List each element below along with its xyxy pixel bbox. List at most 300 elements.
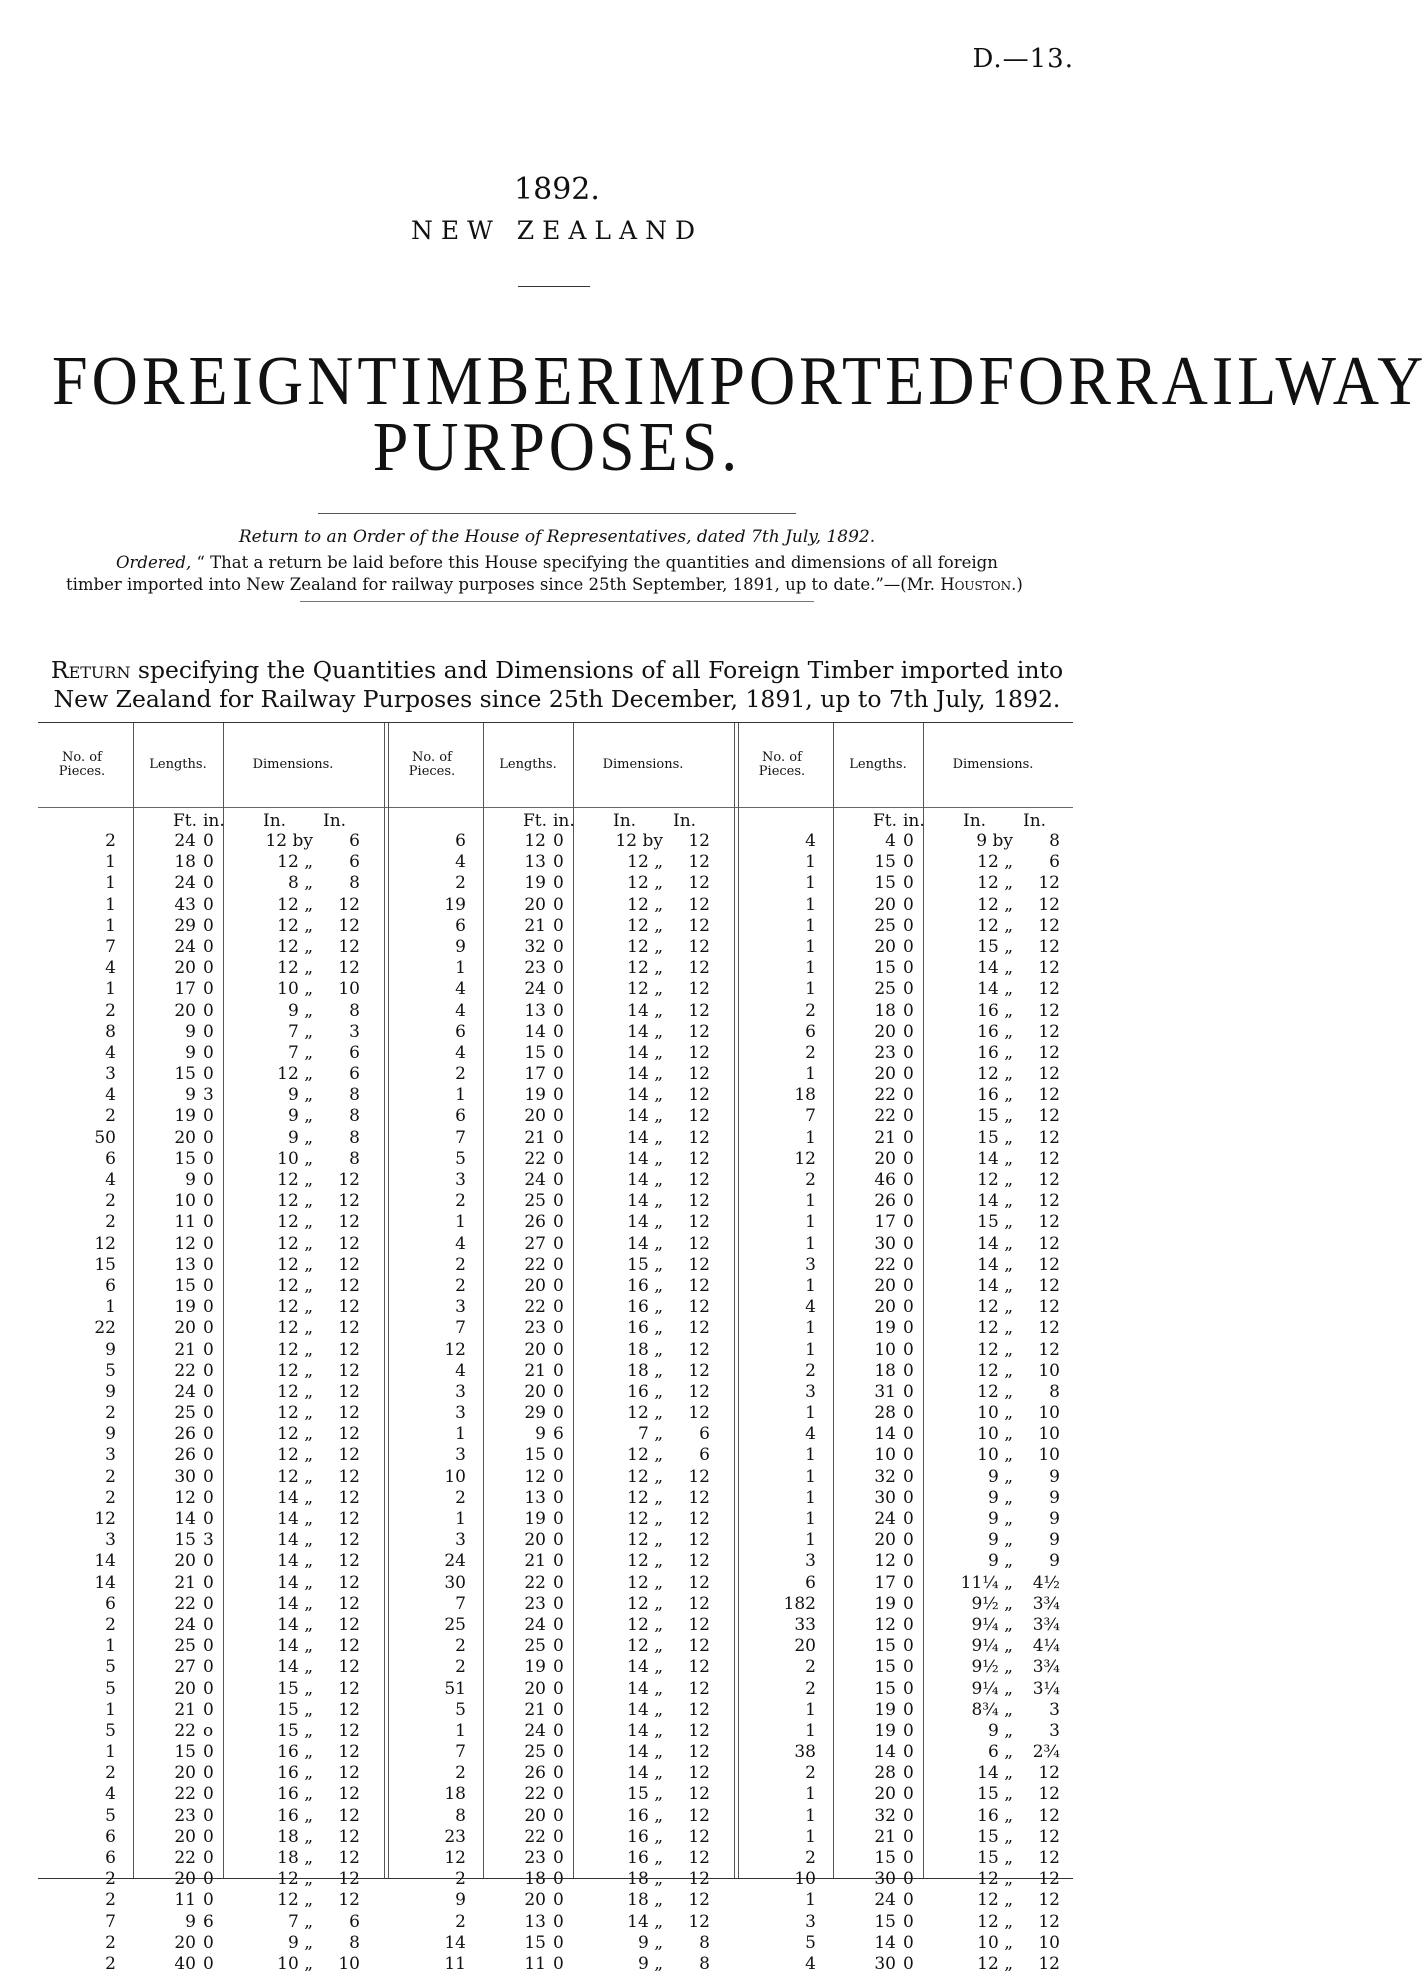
dim-width-cell: 10 „ xyxy=(977,1403,1013,1424)
length-ft-cell: 22 xyxy=(524,1148,546,1169)
dim-depth-cell: 12 xyxy=(338,1509,360,1529)
dim-width-cell: 12 „ xyxy=(277,1890,313,1911)
dim-width-cell: 16 „ xyxy=(277,1805,313,1826)
dim-depth-cell: 12 xyxy=(688,1805,710,1826)
length-in-cell: 0 xyxy=(203,1127,214,1148)
dim-width-cell: 12 by xyxy=(615,831,663,851)
dim-depth-cell: 12 xyxy=(338,1657,360,1678)
dim-depth-cell: 8 xyxy=(349,1932,360,1953)
pieces-cell: 1 xyxy=(105,1742,116,1763)
dim-depth-cell: 12 xyxy=(688,1148,710,1169)
pieces-cell: 1 xyxy=(805,873,816,894)
dim-depth-cell: 12 xyxy=(688,1212,710,1233)
dim-width-cell: 16 „ xyxy=(277,1784,313,1805)
length-in-cell: 0 xyxy=(203,1572,214,1593)
pieces-cell: 6 xyxy=(105,1848,116,1868)
dim-width-cell: 12 „ xyxy=(627,1466,663,1487)
length-in-cell: 0 xyxy=(203,1339,214,1360)
pieces-cell: 50 xyxy=(94,1127,116,1148)
pieces-cell: 1 xyxy=(455,1212,466,1233)
unit-dim-in: In. xyxy=(263,811,287,831)
pieces-cell: 2 xyxy=(105,1869,116,1890)
length-ft-cell: 21 xyxy=(524,915,546,936)
length-ft-cell: 20 xyxy=(174,1127,196,1148)
header-lengths: Lengths. xyxy=(149,757,207,772)
dim-width-cell: 12 „ xyxy=(977,1339,1013,1360)
dim-depth-cell: 10 xyxy=(1038,1445,1060,1466)
pieces-cell: 2 xyxy=(455,1254,466,1275)
length-ft-cell: 19 xyxy=(874,1593,896,1614)
column-rule xyxy=(133,723,134,1878)
dim-width-cell: 6 „ xyxy=(987,1742,1013,1763)
length-ft-cell: 11 xyxy=(174,1890,196,1911)
length-in-cell: 0 xyxy=(553,936,564,957)
dim-depth-cell: 10 xyxy=(1038,1932,1060,1953)
dim-depth-cell: 12 xyxy=(688,1487,710,1508)
length-ft-cell: 20 xyxy=(874,1784,896,1805)
length-ft-cell: 15 xyxy=(174,1742,196,1763)
dim-width-cell: 14 „ xyxy=(627,1699,663,1720)
length-ft-cell: 15 xyxy=(874,1911,896,1932)
dim-width-cell: 16 „ xyxy=(977,1805,1013,1826)
dim-width-cell: 12 „ xyxy=(627,894,663,915)
table-column xyxy=(243,831,313,1975)
dim-depth-cell: 12 xyxy=(1038,1826,1060,1847)
dim-depth-cell: 12 xyxy=(688,1170,710,1190)
dim-width-cell: 15 „ xyxy=(977,1106,1013,1127)
dim-depth-cell: 12 xyxy=(688,1869,710,1890)
length-in-cell: 0 xyxy=(903,1275,914,1296)
length-ft-cell: 24 xyxy=(174,873,196,894)
pieces-cell: 14 xyxy=(94,1551,116,1572)
length-in-cell: 0 xyxy=(203,1170,214,1190)
length-in-cell: 0 xyxy=(553,1254,564,1275)
length-in-cell: 0 xyxy=(203,1254,214,1275)
dim-depth-cell: 12 xyxy=(1038,979,1060,1000)
dim-width-cell: 11¼ „ xyxy=(960,1572,1013,1593)
length-ft-cell: 15 xyxy=(524,1932,546,1953)
dim-width-cell: 9 „ xyxy=(287,1932,313,1953)
dim-depth-cell: 8 xyxy=(699,1953,710,1974)
pieces-cell: 3 xyxy=(805,1551,816,1572)
length-ft-cell: 22 xyxy=(874,1106,896,1127)
pieces-cell: 1 xyxy=(805,979,816,1000)
dim-depth-cell: 8 xyxy=(349,1127,360,1148)
length-ft-cell: 25 xyxy=(524,1636,546,1657)
length-in-cell: 0 xyxy=(203,1487,214,1508)
length-ft-cell: 20 xyxy=(174,1000,196,1021)
dim-depth-cell: 12 xyxy=(688,1466,710,1487)
length-ft-cell: 22 xyxy=(174,1593,196,1614)
dim-depth-cell: 12 xyxy=(688,1318,710,1339)
dim-width-cell: 14 „ xyxy=(627,1085,663,1106)
length-in-cell: 0 xyxy=(903,1911,914,1932)
dim-depth-cell: 12 xyxy=(1038,1318,1060,1339)
dim-depth-cell: 6 xyxy=(349,1911,360,1932)
length-ft-cell: 25 xyxy=(174,1403,196,1424)
length-in-cell: 0 xyxy=(203,1848,214,1868)
table-column xyxy=(848,831,896,1975)
pieces-cell: 6 xyxy=(105,1148,116,1169)
dim-width-cell: 16 „ xyxy=(977,1085,1013,1106)
dim-depth-cell: 12 xyxy=(688,1085,710,1106)
length-ft-cell: 21 xyxy=(524,1127,546,1148)
length-ft-cell: 10 xyxy=(874,1445,896,1466)
length-in-cell: 0 xyxy=(553,1085,564,1106)
length-ft-cell: 20 xyxy=(874,936,896,957)
length-in-cell: 0 xyxy=(903,894,914,915)
length-ft-cell: 15 xyxy=(524,1042,546,1063)
length-in-cell: o xyxy=(203,1720,214,1741)
pieces-cell: 4 xyxy=(455,1000,466,1021)
pieces-cell: 2 xyxy=(105,1106,116,1127)
pieces-cell: 1 xyxy=(455,1720,466,1741)
dim-depth-cell: 12 xyxy=(1038,958,1060,979)
dim-width-cell: 12 „ xyxy=(277,894,313,915)
title-word: IMPORTED xyxy=(623,341,979,420)
dim-width-cell: 14 „ xyxy=(627,1911,663,1932)
length-ft-cell: 19 xyxy=(524,1509,546,1529)
dim-width-cell: 12 „ xyxy=(627,936,663,957)
pieces-cell: 1 xyxy=(105,1636,116,1657)
dim-width-cell: 12 „ xyxy=(977,1381,1013,1402)
ordered-word: Ordered, xyxy=(116,553,192,572)
pieces-cell: 2 xyxy=(455,1487,466,1508)
dim-depth-cell: 12 xyxy=(688,1064,710,1085)
length-ft-cell: 15 xyxy=(874,1636,896,1657)
length-ft-cell: 14 xyxy=(874,1932,896,1953)
dim-depth-cell: 12 xyxy=(1038,873,1060,894)
year-heading: 1892. xyxy=(514,172,600,207)
length-in-cell: 0 xyxy=(553,1064,564,1085)
length-in-cell: 0 xyxy=(903,1593,914,1614)
dim-depth-cell: 12 xyxy=(338,958,360,979)
header-pieces: No. of Pieces. xyxy=(58,750,106,779)
dim-width-cell: 15 „ xyxy=(977,1784,1013,1805)
dim-depth-cell: 12 xyxy=(338,1890,360,1911)
pieces-cell: 1 xyxy=(805,1212,816,1233)
length-ft-cell: 24 xyxy=(174,1381,196,1402)
pieces-cell: 6 xyxy=(455,915,466,936)
length-ft-cell: 15 xyxy=(874,1848,896,1868)
dim-width-cell: 12 „ xyxy=(977,915,1013,936)
length-in-cell: 0 xyxy=(203,1593,214,1614)
dim-width-cell: 14 „ xyxy=(277,1572,313,1593)
dim-depth-cell: 12 xyxy=(338,1275,360,1296)
dim-depth-cell: 8 xyxy=(349,873,360,894)
length-ft-cell: 22 xyxy=(524,1297,546,1318)
title-word: TIMBER xyxy=(357,341,624,420)
length-in-cell: 0 xyxy=(553,1021,564,1042)
pieces-cell: 2 xyxy=(455,1763,466,1784)
length-ft-cell: 20 xyxy=(874,1297,896,1318)
length-in-cell: 0 xyxy=(903,1191,914,1212)
pieces-cell: 15 xyxy=(94,1254,116,1275)
length-in-cell: 0 xyxy=(553,1487,564,1508)
length-ft-cell: 27 xyxy=(174,1657,196,1678)
document-reference: D.—13. xyxy=(972,44,1074,74)
pieces-cell: 4 xyxy=(455,979,466,1000)
length-ft-cell: 32 xyxy=(874,1466,896,1487)
length-in-cell: 0 xyxy=(553,1614,564,1635)
pieces-cell: 7 xyxy=(455,1742,466,1763)
dim-depth-cell: 12 xyxy=(338,1763,360,1784)
dim-depth-cell: 6 xyxy=(349,1042,360,1063)
length-in-cell: 0 xyxy=(553,1000,564,1021)
length-ft-cell: 19 xyxy=(174,1106,196,1127)
length-in-cell: 0 xyxy=(553,1720,564,1741)
dim-width-cell: 12 „ xyxy=(277,1339,313,1360)
pieces-cell: 3 xyxy=(455,1297,466,1318)
dim-width-cell: 12 „ xyxy=(277,1869,313,1890)
dim-depth-cell: 12 xyxy=(1038,1848,1060,1868)
dim-depth-cell: 12 xyxy=(688,1106,710,1127)
dim-width-cell: 15 „ xyxy=(627,1254,663,1275)
pieces-cell: 1 xyxy=(805,1805,816,1826)
dim-depth-cell: 12 xyxy=(688,1339,710,1360)
dim-depth-cell: 12 xyxy=(1038,1953,1060,1974)
length-in-cell: 0 xyxy=(553,1953,564,1974)
dim-width-cell: 12 „ xyxy=(627,1551,663,1572)
ordered-paragraph xyxy=(66,552,1056,596)
unit-dim-in: In. xyxy=(613,811,637,831)
length-ft-cell: 20 xyxy=(174,1826,196,1847)
pieces-cell: 51 xyxy=(444,1678,466,1699)
pieces-cell: 8 xyxy=(455,1805,466,1826)
length-in-cell: 0 xyxy=(203,1212,214,1233)
dim-width-cell: 12 „ xyxy=(277,1191,313,1212)
pieces-cell: 7 xyxy=(455,1593,466,1614)
dim-width-cell: 12 „ xyxy=(977,1953,1013,1974)
pieces-cell: 1 xyxy=(105,1699,116,1720)
dim-width-cell: 12 „ xyxy=(277,1360,313,1381)
length-ft-cell: 15 xyxy=(174,1148,196,1169)
pieces-cell: 2 xyxy=(105,1614,116,1635)
length-ft-cell: 30 xyxy=(874,1869,896,1890)
pieces-cell: 12 xyxy=(94,1233,116,1254)
dim-depth-cell: 12 xyxy=(1038,1297,1060,1318)
unit-in: in. xyxy=(903,811,925,831)
dim-width-cell: 12 „ xyxy=(277,1381,313,1402)
length-in-cell: 0 xyxy=(903,1784,914,1805)
dim-width-cell: 7 „ xyxy=(637,1424,663,1445)
dim-depth-cell: 12 xyxy=(688,1911,710,1932)
length-in-cell: 0 xyxy=(203,1042,214,1063)
dim-width-cell: 14 „ xyxy=(277,1509,313,1529)
length-ft-cell: 21 xyxy=(174,1339,196,1360)
length-in-cell: 0 xyxy=(203,1869,214,1890)
length-ft-cell: 18 xyxy=(874,1360,896,1381)
pieces-cell: 3 xyxy=(455,1403,466,1424)
length-ft-cell: 24 xyxy=(174,831,196,851)
dim-width-cell: 12 „ xyxy=(977,852,1013,873)
header-lengths: Lengths. xyxy=(849,757,907,772)
length-in-cell: 0 xyxy=(203,1403,214,1424)
pieces-cell: 2 xyxy=(105,1000,116,1021)
dim-depth-cell: 9 xyxy=(1049,1487,1060,1508)
length-ft-cell: 32 xyxy=(524,936,546,957)
dim-width-cell: 14 „ xyxy=(277,1614,313,1635)
length-in-cell: 0 xyxy=(203,1826,214,1847)
header-dimensions: Dimensions. xyxy=(952,757,1034,772)
dim-width-cell: 15 „ xyxy=(977,1127,1013,1148)
length-in-cell: 0 xyxy=(553,979,564,1000)
dim-depth-cell: 6 xyxy=(699,1424,710,1445)
dim-width-cell: 7 „ xyxy=(287,1911,313,1932)
length-ft-cell: 20 xyxy=(524,1339,546,1360)
pieces-cell: 2 xyxy=(455,873,466,894)
dim-depth-cell: 10 xyxy=(1038,1424,1060,1445)
length-in-cell: 0 xyxy=(203,1805,214,1826)
pieces-cell: 1 xyxy=(805,1064,816,1085)
pieces-cell: 2 xyxy=(805,1848,816,1868)
dim-depth-cell: 12 xyxy=(338,1636,360,1657)
length-ft-cell: 31 xyxy=(874,1381,896,1402)
dim-width-cell: 12 „ xyxy=(627,1614,663,1635)
length-ft-cell: 20 xyxy=(874,1064,896,1085)
length-in-cell: 0 xyxy=(903,1339,914,1360)
length-in-cell: 0 xyxy=(553,1403,564,1424)
length-ft-cell: 23 xyxy=(524,1318,546,1339)
length-ft-cell: 26 xyxy=(524,1763,546,1784)
dim-width-cell: 14 „ xyxy=(627,1742,663,1763)
length-ft-cell: 22 xyxy=(524,1572,546,1593)
length-in-cell: 0 xyxy=(903,1742,914,1763)
length-in-cell: 0 xyxy=(903,1932,914,1953)
dim-width-cell: 12 „ xyxy=(627,1572,663,1593)
dim-width-cell: 12 „ xyxy=(277,852,313,873)
dim-depth-cell: 12 xyxy=(338,1699,360,1720)
pieces-cell: 3 xyxy=(105,1530,116,1551)
length-ft-cell: 20 xyxy=(174,1932,196,1953)
pieces-cell: 2 xyxy=(805,1678,816,1699)
length-in-cell: 0 xyxy=(553,1191,564,1212)
dim-depth-cell: 12 xyxy=(338,1445,360,1466)
length-ft-cell: 20 xyxy=(524,1530,546,1551)
dim-depth-cell: 6 xyxy=(699,1445,710,1466)
length-ft-cell: 28 xyxy=(874,1403,896,1424)
length-in-cell: 0 xyxy=(903,1064,914,1085)
dim-depth-cell: 8 xyxy=(349,1106,360,1127)
pieces-cell: 5 xyxy=(455,1148,466,1169)
length-ft-cell: 15 xyxy=(874,852,896,873)
length-in-cell: 0 xyxy=(903,1953,914,1974)
pieces-cell: 2 xyxy=(805,1360,816,1381)
dim-width-cell: 9 „ xyxy=(637,1953,663,1974)
length-ft-cell: 19 xyxy=(524,873,546,894)
length-ft-cell: 26 xyxy=(174,1424,196,1445)
pieces-cell: 2 xyxy=(805,1042,816,1063)
length-ft-cell: 22 xyxy=(874,1085,896,1106)
unit-dim-in: In. xyxy=(1023,811,1047,831)
length-ft-cell: 4 xyxy=(885,831,896,851)
length-ft-cell: 21 xyxy=(874,1826,896,1847)
dim-width-cell: 12 „ xyxy=(277,1275,313,1296)
dim-depth-cell: 12 xyxy=(688,1784,710,1805)
dim-depth-cell: 12 xyxy=(338,1381,360,1402)
length-in-cell: 0 xyxy=(553,1297,564,1318)
length-ft-cell: 46 xyxy=(874,1170,896,1190)
pieces-cell: 2 xyxy=(805,1657,816,1678)
dim-depth-cell: 12 xyxy=(1038,1254,1060,1275)
length-in-cell: 0 xyxy=(553,1381,564,1402)
length-ft-cell: 15 xyxy=(174,1530,196,1551)
dim-width-cell: 14 „ xyxy=(977,958,1013,979)
pieces-cell: 23 xyxy=(444,1826,466,1847)
pieces-cell: 5 xyxy=(105,1360,116,1381)
length-in-cell: 0 xyxy=(203,1636,214,1657)
dim-width-cell: 7 „ xyxy=(287,1042,313,1063)
dim-depth-cell: 12 xyxy=(338,1848,360,1868)
length-in-cell: 0 xyxy=(553,1826,564,1847)
pieces-cell: 2 xyxy=(805,1763,816,1784)
dim-depth-cell: 9 xyxy=(1049,1466,1060,1487)
pieces-cell: 1 xyxy=(805,1403,816,1424)
dim-width-cell: 10 „ xyxy=(977,1424,1013,1445)
length-in-cell: 0 xyxy=(203,852,214,873)
length-in-cell: 0 xyxy=(553,852,564,873)
length-in-cell: 0 xyxy=(203,1466,214,1487)
pieces-cell: 30 xyxy=(444,1572,466,1593)
header-pieces: No. of Pieces. xyxy=(758,750,806,779)
pieces-cell: 2 xyxy=(105,1487,116,1508)
pieces-cell: 3 xyxy=(805,1911,816,1932)
length-ft-cell: 20 xyxy=(524,1890,546,1911)
dim-width-cell: 16 „ xyxy=(627,1848,663,1868)
dim-width-cell: 12 „ xyxy=(627,1403,663,1424)
ordered-text: “ That a return be laid before this House specifying the quantities and dimensions of all foreign timber imported into New Zealand for railway purposes since 25th September, 1891, up to date.”—(Mr. xyxy=(66,553,998,594)
dim-depth-cell: 12 xyxy=(338,894,360,915)
table-column xyxy=(38,831,116,1975)
pieces-cell: 6 xyxy=(105,1826,116,1847)
dim-depth-cell: 12 xyxy=(338,1466,360,1487)
pieces-cell: 7 xyxy=(455,1318,466,1339)
unit-dim-in: In. xyxy=(963,811,987,831)
pieces-cell: 6 xyxy=(805,1572,816,1593)
dim-width-cell: 18 „ xyxy=(627,1360,663,1381)
dim-width-cell: 12 „ xyxy=(627,958,663,979)
length-ft-cell: 27 xyxy=(524,1233,546,1254)
length-ft-cell: 18 xyxy=(874,1000,896,1021)
table-column xyxy=(670,831,710,1975)
dim-depth-cell: 10 xyxy=(1038,1403,1060,1424)
length-in-cell: 0 xyxy=(553,894,564,915)
dim-depth-cell: 8 xyxy=(699,1932,710,1953)
length-in-cell: 0 xyxy=(553,1530,564,1551)
dim-width-cell: 12 „ xyxy=(277,1318,313,1339)
pieces-cell: 1 xyxy=(455,958,466,979)
dim-width-cell: 10 „ xyxy=(977,1445,1013,1466)
pieces-cell: 1 xyxy=(805,915,816,936)
dim-depth-cell: 10 xyxy=(338,1953,360,1974)
dim-depth-cell: 12 xyxy=(338,1551,360,1572)
dim-depth-cell: 12 xyxy=(338,1212,360,1233)
length-in-cell: 0 xyxy=(553,1890,564,1911)
pieces-cell: 1 xyxy=(805,1784,816,1805)
dim-depth-cell: 12 xyxy=(1038,1339,1060,1360)
length-in-cell: 0 xyxy=(903,831,914,851)
length-ft-cell: 30 xyxy=(874,1233,896,1254)
dim-width-cell: 14 „ xyxy=(627,1064,663,1085)
dim-width-cell: 14 „ xyxy=(977,1254,1013,1275)
dim-depth-cell: 8 xyxy=(1049,1381,1060,1402)
length-in-cell: 0 xyxy=(553,1742,564,1763)
length-ft-cell: 14 xyxy=(874,1742,896,1763)
dim-width-cell: 15 „ xyxy=(277,1699,313,1720)
length-in-cell: 0 xyxy=(203,1021,214,1042)
length-in-cell: 0 xyxy=(903,1678,914,1699)
dim-depth-cell: 12 xyxy=(688,1720,710,1741)
